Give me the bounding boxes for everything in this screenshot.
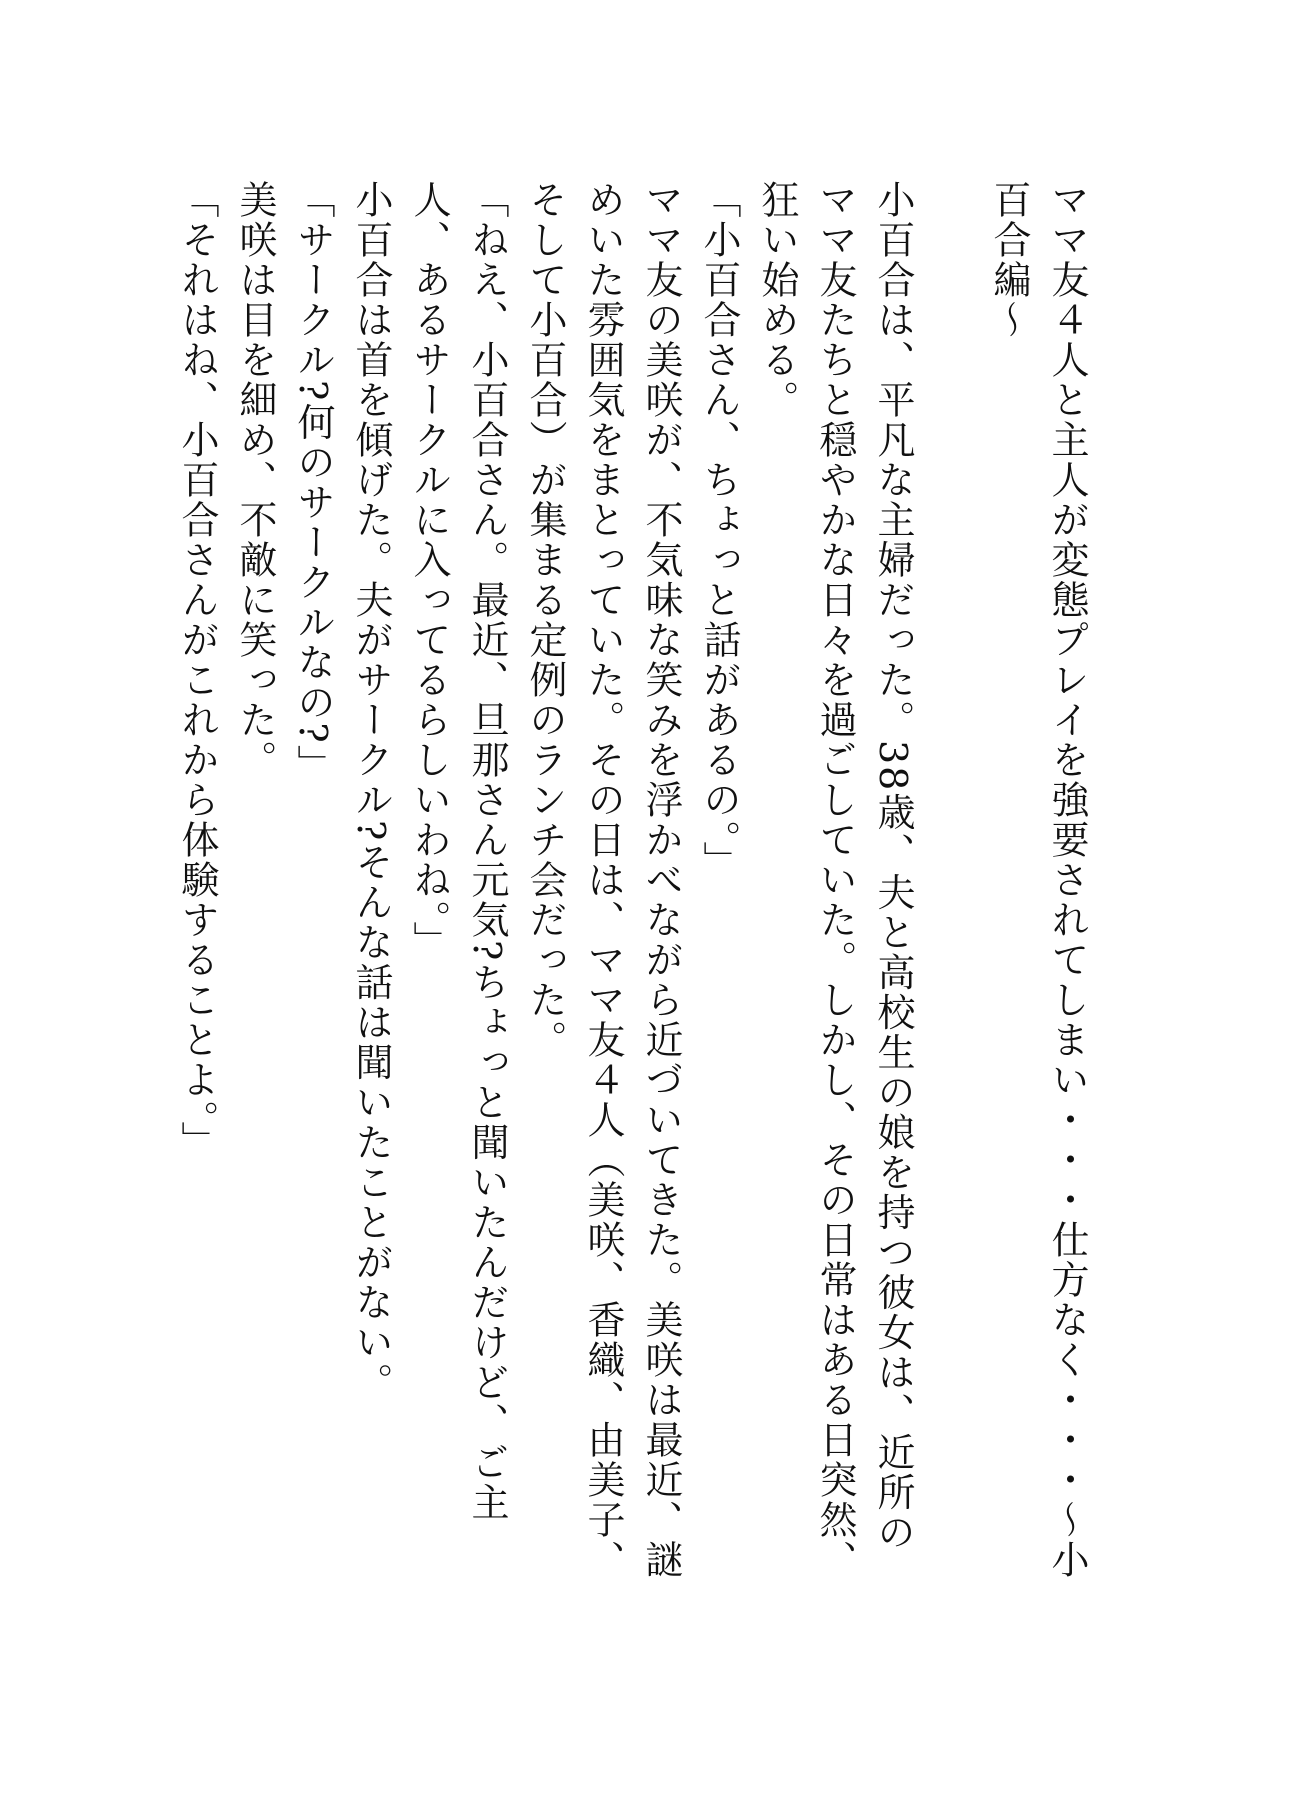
paragraph-8: 「それはね、小百合さんがこれから体験することよ。」 — [175, 180, 219, 1161]
paragraph-1: 小百合は、平凡な主婦だった。38歳、夫と高校生の娘を持つ彼女は、近所のママ友たちと穏やかな日々を過ごしていた。しかし、その日常はある日突然、狂い始める。 — [755, 180, 915, 1580]
paragraph-5: 小百合は首を傾げた。夫がサークル?そんな話は聞いたことがない。 — [349, 180, 393, 1403]
paragraph-2: 「小百合さん、ちょっと話があるの。」 — [697, 180, 741, 881]
story-title: ママ友４人と主人が変態プレイを強要されてしまい・・・仕方なく・・・〜小百合編〜 — [987, 180, 1089, 1580]
paragraph-6: 「サークル?何のサークルなの?」 — [291, 180, 335, 785]
paragraph-3: ママ友の美咲が、不気味な笑みを浮かべながら近づいてきた。美咲は最近、謎めいた雰囲気をまとっていた。その日は、ママ友４人（美咲、香織、由美子、そして小百合）が集まる定例のランチ会だった。 — [523, 180, 683, 1580]
vertical-text-body — [168, 180, 1096, 1580]
paragraph-7: 美咲は目を細め、不敵に笑った。 — [233, 180, 277, 780]
paragraph-4: 「ねえ、小百合さん。最近、旦那さん元気?ちょっと聞いたんだけど、ご主人、あるサークルに入ってるらしいわね。」 — [407, 180, 509, 1523]
